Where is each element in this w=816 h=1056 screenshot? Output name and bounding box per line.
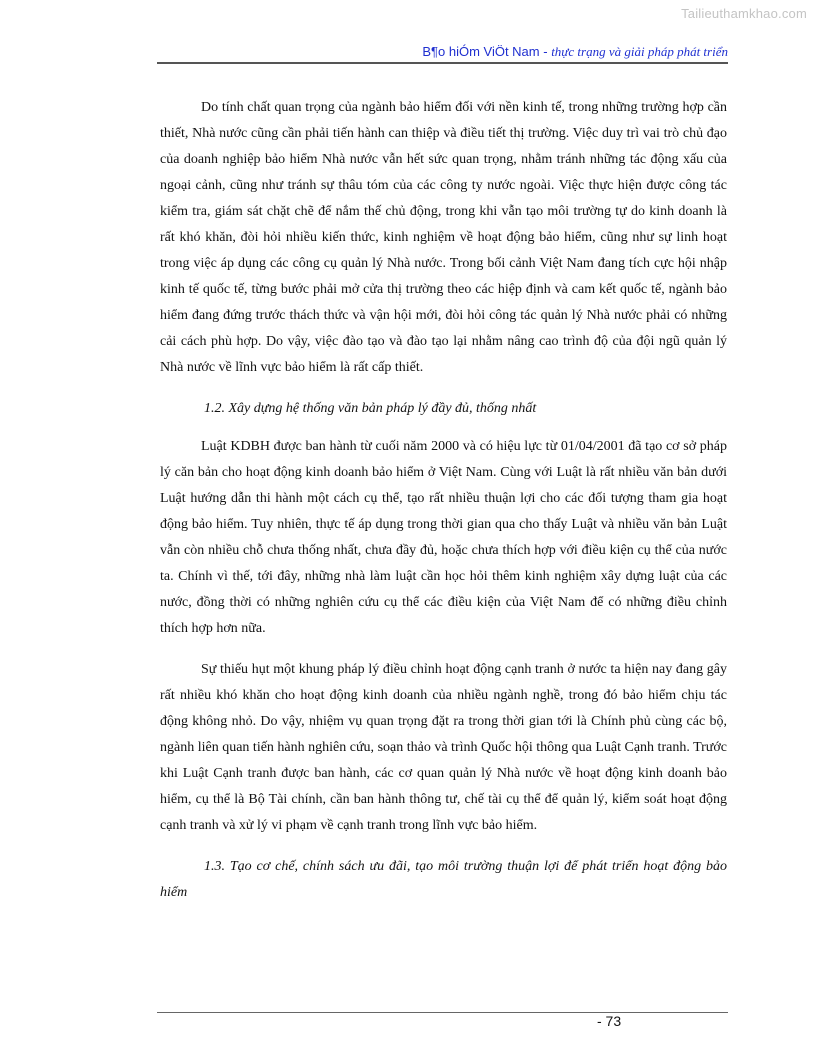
section-heading-1-2: 1.2. Xây dựng hệ thống văn bản pháp lý đầy đủ, thống nhất [204, 401, 537, 416]
paragraph: Do tính chất quan trọng của ngành bảo hiểm đối với nền kinh tế, trong những trường hợp cần thiết, Nhà nước cũng cần phải tiến hành can thiệp và điều tiết thị trường. Việc duy trì vai trò chủ đạo của doanh nghiệp bảo hiểm Nhà nước vẫn hết sức quan trọng, nhằm tránh những tác động xấu của ngoại cảnh, cũng như tránh sự thâu tóm của các công ty nước ngoài. Việc thực hiện được công tác kiểm tra, giám sát chặt chẽ để nắm thế chủ động, trong khi vẫn tạo môi trường tự do kinh doanh là rất khó khăn, đòi hỏi nhiều kiến thức, kinh nghiệm về hoạt động bảo hiểm, cũng như sự linh hoạt trong việc áp dụng các công cụ quản lý Nhà nước. Trong bối cảnh Việt Nam đang tích cực hội nhập kinh tế quốc tế, từng bước phải mở cửa thị trường theo các hiệp định và cam kết quốc tế, ngành bảo hiểm đang đứng trước thách thức và vận hội mới, đòi hỏi công tác quản lý Nhà nước phải có những cải cách phù hợp. Do vậy, việc đào tạo và đào tạo lại nhằm nâng cao trình độ của đội ngũ quản lý Nhà nước về lĩnh vực bảo hiểm là rất cấp thiết. [160, 100, 727, 375]
section-heading-1-3: 1.3. Tạo cơ chế, chính sách ưu đãi, tạo môi trường thuận lợi để phát triển hoạt động bảo hiểm [160, 859, 727, 900]
footer-rule [157, 1012, 728, 1013]
header-brand: B¶o hiÓm ViÖt Nam [422, 44, 540, 59]
paragraph: Sự thiếu hụt một khung pháp lý điều chỉnh hoạt động cạnh tranh ở nước ta hiện nay đang gây rất nhiều khó khăn cho hoạt động kinh doanh của nhiều ngành nghề, trong đó bảo hiểm chịu tác động không nhỏ. Do vậy, nhiệm vụ quan trọng đặt ra trong thời gian tới là Chính phủ cùng các bộ, ngành liên quan tiến hành nghiên cứu, soạn thảo và trình Quốc hội thông qua Luật Cạnh tranh. Trước khi Luật Cạnh tranh được ban hành, các cơ quan quản lý Nhà nước về hoạt động kinh doanh bảo hiểm, cụ thể là Bộ Tài chính, cần ban hành thông tư, chế tài cụ thể để quản lý, kiểm soát hoạt động cạnh tranh và xử lý vi phạm về cạnh tranh trong lĩnh vực bảo hiểm. [160, 662, 727, 833]
running-header [157, 44, 728, 60]
header-separator: - [539, 44, 552, 59]
page-body [160, 95, 727, 918]
header-rule [157, 62, 728, 64]
page-number: - 73 [597, 1013, 622, 1029]
watermark-text: Tailieuthamkhao.com [681, 6, 807, 21]
paragraph: Luật KDBH được ban hành từ cuối năm 2000 và có hiệu lực từ 01/04/2001 đã tạo cơ sở pháp lý căn bản cho hoạt động kinh doanh bảo hiểm ở Việt Nam. Cùng với Luật là rất nhiều văn bản dưới Luật hướng dẫn thi hành một cách cụ thể, tạo rất nhiều thuận lợi cho các đối tượng tham gia hoạt động bảo hiểm. Tuy nhiên, thực tế áp dụng trong thời gian qua cho thấy Luật và nhiều văn bản Luật vẫn còn nhiều chỗ chưa thống nhất, chưa đầy đủ, hoặc chưa thích hợp với điều kiện cụ thể của nước ta. Chính vì thế, tới đây, những nhà làm luật cần học hỏi thêm kinh nghiệm xây dựng luật của các nước, đồng thời có những nghiên cứu cụ thể các điều kiện của Việt Nam để có những điều chỉnh thích hợp hơn nữa. [160, 439, 727, 636]
header-subtitle: thực trạng và giải pháp phát triển [551, 44, 728, 59]
